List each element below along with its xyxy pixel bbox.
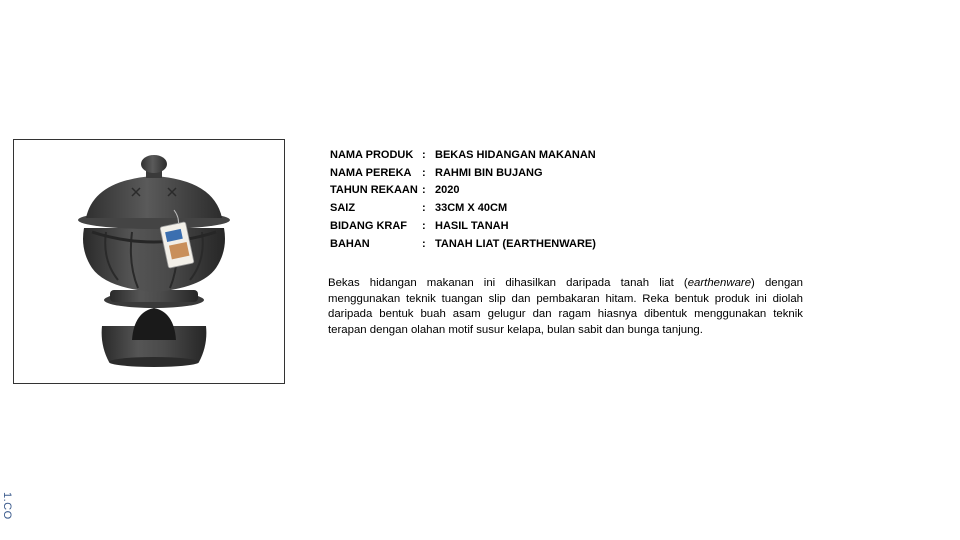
earthenware-food-container-illustration	[14, 140, 284, 383]
spec-value: RAHMI BIN BUJANG	[435, 166, 543, 179]
spec-row	[330, 217, 596, 235]
spec-colon: :	[422, 202, 426, 215]
spec-row	[330, 235, 596, 253]
spec-value: 33CM X 40CM	[435, 202, 508, 215]
pot-lid	[86, 176, 222, 218]
corner-text: 1.CO	[1, 492, 13, 520]
spec-label: NAMA PEREKA	[330, 166, 412, 179]
spec-value: HASIL TANAH	[435, 220, 509, 233]
spec-row	[330, 164, 596, 182]
description-italic-term: earthenware	[687, 277, 752, 289]
description-text-2: ) dengan menggunakan teknik tuangan slip dan pembakaran hitam. Reka bentuk produk ini diolah daripada bentuk buah asam gelugur dan ragam hiasnya dibentuk menggunakan teknik terapan dengan olahan motif susur kelapa, bulan sabit dan bunga tanjung.	[328, 277, 803, 336]
spec-label: BAHAN	[330, 237, 370, 250]
spec-label: NAMA PRODUK	[330, 148, 414, 161]
spec-colon: :	[422, 166, 426, 179]
description-text-1: Bekas hidangan makanan ini dihasilkan daripada tanah liat (	[328, 277, 688, 289]
stand-opening	[132, 308, 176, 340]
spec-value: BEKAS HIDANGAN MAKANAN	[435, 148, 596, 161]
spec-label: BIDANG KRAF	[330, 220, 407, 233]
spec-label: SAIZ	[330, 202, 356, 215]
pot-body	[83, 228, 225, 292]
spec-row	[330, 182, 596, 200]
spec-colon: :	[422, 220, 426, 233]
spec-row	[330, 199, 596, 217]
product-image	[13, 139, 285, 384]
spec-colon: :	[422, 184, 426, 197]
spec-colon: :	[422, 237, 426, 250]
spec-value: 2020	[435, 184, 460, 197]
spec-colon: :	[422, 148, 426, 161]
product-spec-table	[330, 146, 596, 253]
spec-value: TANAH LIAT (EARTHENWARE)	[435, 237, 596, 250]
product-description	[328, 276, 803, 338]
spec-label: TAHUN REKAAN	[330, 184, 418, 197]
spec-row	[330, 146, 596, 164]
lid-knob	[141, 155, 167, 173]
